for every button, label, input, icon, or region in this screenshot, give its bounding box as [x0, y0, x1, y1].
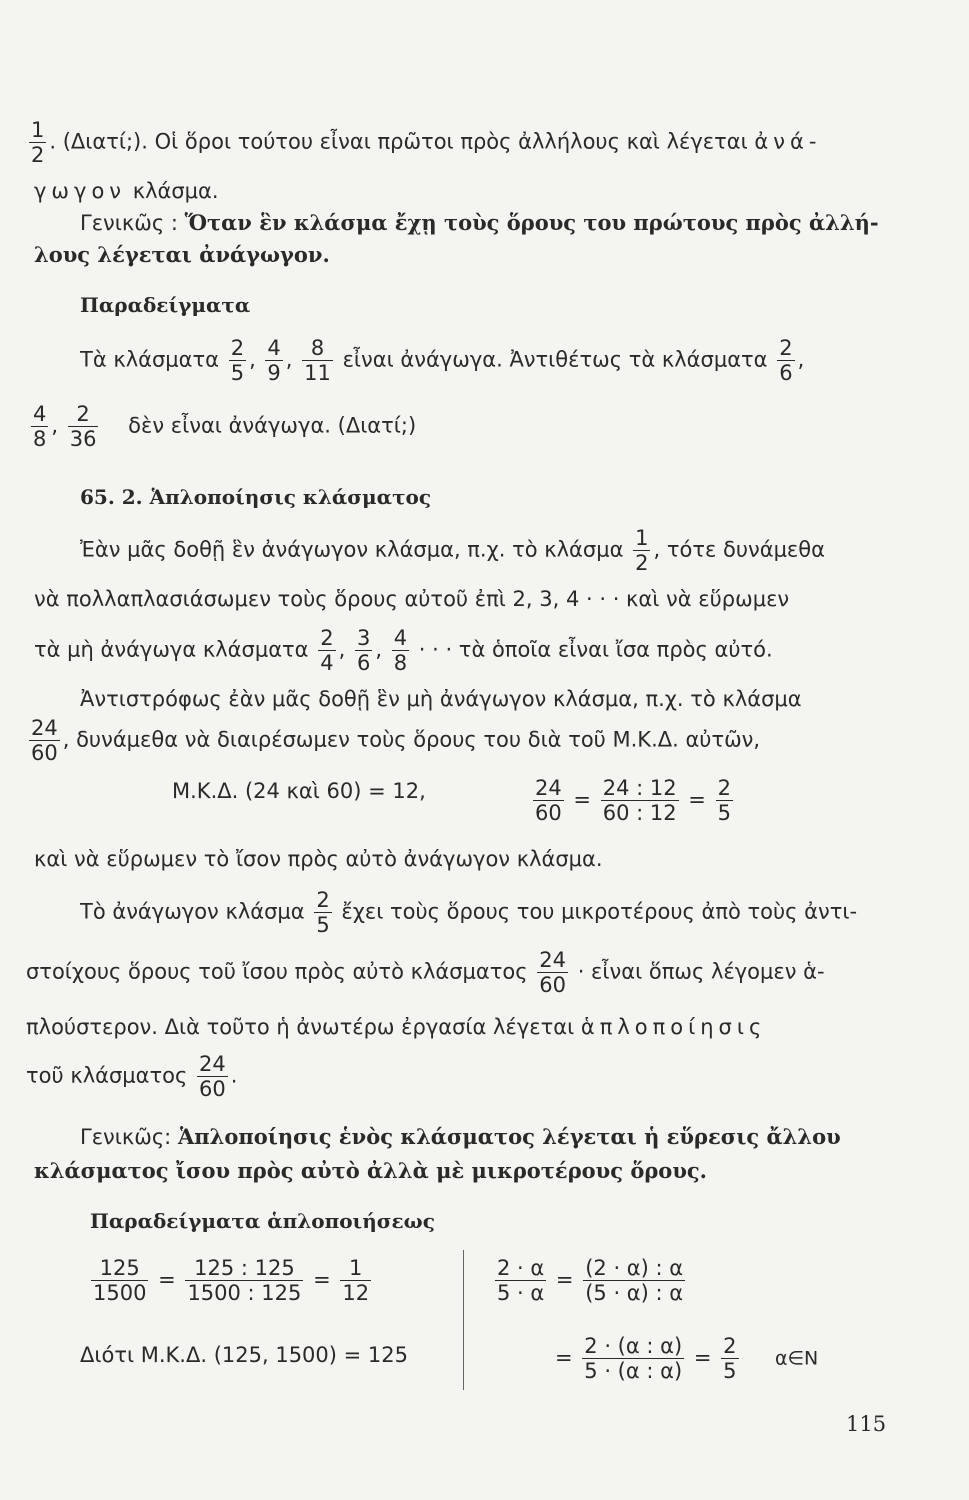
simplification-example-1: $\frac{125}{1500}$ = $\frac{125 : 125}{1500 : 125}$ = $\frac{1}{12}$ — [93, 1256, 370, 1305]
section-line-3: τὰ μὴ ἀνάγωγα κλάσματα $\frac{2}{4}$ , $\frac{3}{6}$ , $\frac{4}{8}$ · · · τὰ ὁποῖα εἶναι ἴσα πρὸς αὐτό. — [34, 626, 773, 675]
fraction: $\frac{(2 \cdot \alpha) : \alpha}{(5 \cdot \alpha) : \alpha}$ — [585, 1256, 684, 1305]
fraction-one-half: $\frac{1}{2}$ — [31, 118, 45, 167]
simplification-example-2-line-1: $\frac{2 \cdot \alpha}{5 \cdot \alpha}$ = $\frac{(2 \cdot \alpha) : \alpha}{(5 \cdot \alpha) : \alpha}$ — [497, 1256, 684, 1305]
simplification-reason: Διότι Μ.Κ.Δ. (125, 1500) = 125 — [80, 1343, 408, 1367]
intro-line-1: $\frac{1}{2}$ . (Διατί;). Οἱ ὅροι τούτου εἶναι πρῶτοι πρὸς ἀλλήλους καὶ λέγεται ἀνά- — [31, 118, 822, 167]
fraction: $\frac{2}{6}$ — [779, 336, 793, 385]
section-line-5: $\frac{24}{60}$ , δυνάμεθα νὰ διαιρέσωμεν τοὺς ὅρους του διὰ τοῦ Μ.Κ.Δ. αὐτῶν, — [31, 716, 761, 765]
fraction: $\frac{1}{2}$ — [635, 526, 649, 575]
page-number: 115 — [846, 1412, 887, 1436]
simplification-heading: Παραδείγματα ἁπλοποιήσεως — [90, 1209, 435, 1233]
fraction: $\frac{2 \cdot (\alpha : \alpha)}{5 \cdot (\alpha : \alpha)}$ — [584, 1334, 683, 1383]
column-divider — [463, 1250, 464, 1390]
examples-line-1: Τὰ κλάσματα $\frac{2}{5}$ , $\frac{4}{9}$ , $\frac{8}{11}$ εἶναι ἀνάγωγα. Ἀντιθέτως τὰ κλάσματα $\frac{2}{6}$ , — [80, 336, 805, 385]
fraction: $\frac{125}{1500}$ — [93, 1256, 147, 1305]
section-line-4: Ἀντιστρόφως ἐὰν μᾶς δοθῇ ἓν μὴ ἀνάγωγον κλάσμα, π.χ. τὸ κλάσμα — [80, 687, 802, 711]
fraction: $\frac{24}{60}$ — [198, 1052, 226, 1101]
fraction: $\frac{24}{60}$ — [535, 776, 562, 825]
definition-line-2: κλάσματος ἴσου πρὸς αὐτὸ ἀλλὰ μὲ μικροτέρους ὅρους. — [34, 1158, 707, 1183]
rule-line-1: Γενικῶς : Ὅταν ἓν κλάσμα ἔχῃ τοὺς ὅρους του πρώτους πρὸς ἀλλή- — [80, 210, 879, 235]
section-line-10: πλούστερον. Διὰ τοῦτο ἡ ἀνωτέρω ἐργασία λέγεται ἁπλοποίησις — [26, 1015, 767, 1039]
fraction: $\frac{24}{60}$ — [539, 948, 567, 997]
section-heading: 65. 2. Ἁπλοποίησις κλάσματος — [80, 485, 432, 509]
fraction: $\frac{2}{5}$ — [723, 1334, 737, 1383]
section-line-8: Τὸ ἀνάγωγον κλάσμα $\frac{2}{5}$ ἔχει τοὺς ὅρους του μικροτέρους ἀπὸ τοὺς ἀντι- — [80, 888, 858, 937]
fraction: $\frac{125 : 125}{1500 : 125}$ — [187, 1256, 302, 1305]
section-line-1: Ἐὰν μᾶς δοθῇ ἓν ἀνάγωγον κλάσμα, π.χ. τὸ κλάσμα $\frac{1}{2}$ , τότε δυνάμεθα — [80, 526, 825, 575]
examples-heading: Παραδείγματα — [80, 293, 251, 317]
fraction: $\frac{4}{8}$ — [33, 402, 47, 451]
fraction: $\frac{2}{4}$ — [320, 626, 334, 675]
intro-line-2: γωγον κλάσμα. — [34, 179, 219, 203]
fraction: $\frac{2}{5}$ — [717, 776, 731, 825]
fraction: $\frac{2}{36}$ — [69, 402, 97, 451]
fraction: $\frac{24}{60}$ — [31, 716, 58, 765]
fraction: $\frac{3}{6}$ — [356, 626, 371, 675]
simplification-example-2-line-2: = $\frac{2 \cdot (\alpha : \alpha)}{5 \cdot (\alpha : \alpha)}$ = $\frac{2}{5}$ α∈N — [555, 1334, 819, 1383]
fraction: $\frac{8}{11}$ — [304, 336, 331, 385]
section-line-11: τοῦ κλάσματος $\frac{24}{60}$ . — [26, 1052, 238, 1101]
definition-line-1: Γενικῶς: Ἁπλοποίησις ἑνὸς κλάσματος λέγεται ἡ εὕρεσις ἄλλου — [80, 1124, 841, 1149]
fraction: $\frac{2}{5}$ — [316, 888, 330, 937]
fraction: $\frac{1}{12}$ — [342, 1256, 370, 1305]
fraction: $\frac{24 : 12}{60 : 12}$ — [602, 776, 677, 825]
rule-line-2: λους λέγεται ἀνάγωγον. — [34, 242, 330, 267]
section-line-2: νὰ πολλαπλασιάσωμεν τοὺς ὅρους αὐτοῦ ἐπὶ 2, 3, 4 · · · καὶ νὰ εὕρωμεν — [34, 587, 790, 611]
section-line-7: καὶ νὰ εὕρωμεν τὸ ἴσον πρὸς αὐτὸ ἀνάγωγον κλάσμα. — [34, 847, 603, 871]
examples-line-2: $\frac{4}{8}$ , $\frac{2}{36}$ δὲν εἶναι ἀνάγωγα. (Διατί;) — [33, 402, 417, 451]
fraction: $\frac{4}{9}$ — [267, 336, 281, 385]
section-line-9: στοίχους ὅρους τοῦ ἴσου πρὸς αὐτὸ κλάσματος $\frac{24}{60}$ · εἶναι ὅπως λέγομεν ἁ- — [26, 948, 825, 997]
fraction: $\frac{2 \cdot \alpha}{5 \cdot \alpha}$ — [497, 1256, 545, 1305]
fraction: $\frac{4}{8}$ — [393, 626, 408, 675]
fraction-equation: $\frac{24}{60}$ = $\frac{24 : 12}{60 : 12}$ = $\frac{2}{5}$ — [535, 776, 731, 825]
fraction: $\frac{2}{5}$ — [230, 336, 245, 385]
gcd-equation: Μ.Κ.Δ. (24 καὶ 60) = 12, — [172, 779, 426, 803]
